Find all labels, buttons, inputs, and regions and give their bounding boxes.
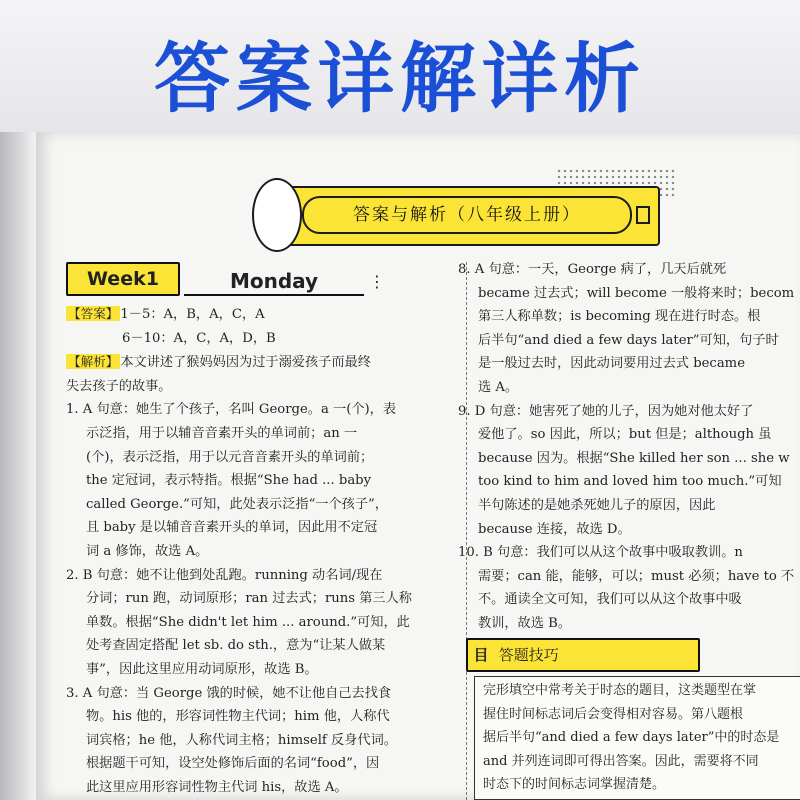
text-line: 是一般过去时，因此动词要用过去式 became xyxy=(478,356,745,372)
book-photo xyxy=(0,132,800,800)
analysis-text-1: 本文讲述了猴妈妈因为过于溺爱孩子而最终 xyxy=(120,355,371,371)
text-line: 事”，因此这里应用动词原形，故选 B。 xyxy=(86,661,318,677)
text-line: 需要；can 能，能够，可以；must 必须；have to 不 xyxy=(478,568,795,584)
tip-header xyxy=(466,638,700,672)
week-label: Week1 xyxy=(66,262,180,296)
text-line: 8. A 句意：一天，George 病了，几天后就死 xyxy=(458,262,727,277)
day-label: Monday xyxy=(184,268,364,296)
right-column xyxy=(458,258,800,800)
text-line: 3. A 句意：当 George 饿的时候，她不让他自己去找食 xyxy=(66,685,392,701)
answer-tag: 【答案】 xyxy=(68,306,119,321)
answer-text-1: 1－5：A，B，A，C，A xyxy=(120,307,265,322)
answer-text-2: 6－10：A，C，A，D，B xyxy=(122,330,276,346)
text-line: called George.”可知，此处表示泛指“一个孩子”， xyxy=(86,496,388,512)
tip-line: 完形填空中常考关于时态的题目，这类题型在掌 xyxy=(483,683,757,698)
banner-title: 答案详解详析 xyxy=(154,34,646,123)
left-column xyxy=(66,262,456,800)
text-line: 9. D 句意：她害死了她的儿子，因为她对他太好了 xyxy=(458,403,754,419)
text-line: because 连接，故选 D。 xyxy=(478,521,631,537)
text-line: 第三人称单数；is becoming 现在进行时态。根 xyxy=(478,309,761,325)
text-line: 且 baby 是以辅音音素开头的单词，因此用不定冠 xyxy=(86,520,378,536)
text-line: 分词；run 跑，动词原形；ran 过去式；runs 第三人称 xyxy=(86,591,412,607)
top-banner xyxy=(0,0,800,132)
text-line: 半句陈述的是她杀死她儿子的原因，因此 xyxy=(478,497,716,513)
book-icon: 目 xyxy=(473,646,489,664)
text-line: 词 a 修饰，故选 A。 xyxy=(86,543,209,559)
text-line: 不。通读全文可知，我们可以从这个故事中吸 xyxy=(478,592,742,608)
text-line: (个)，表示泛指，用于以元音音素开头的单词前； xyxy=(86,449,374,465)
analysis-tag: 【解析】 xyxy=(68,354,119,370)
section-title: 答案与解析（八年级上册） xyxy=(302,196,632,234)
text-line: because 因为。根据“She killed her son ... she w xyxy=(478,450,790,466)
more-icon: ⋮ xyxy=(369,272,385,291)
text-line: 后半句“and died a few days later”可知，句子时 xyxy=(478,332,779,348)
text-line: 爱他了。so 因此，所以；but 但是；although 虽 xyxy=(478,427,772,443)
text-line: 教训，故选 B。 xyxy=(478,615,572,631)
tip-title: 答题技巧 xyxy=(498,646,559,664)
text-line: 单数。根据“She didn't let him ... around.”可知，此 xyxy=(86,614,410,630)
book-spine xyxy=(0,132,36,800)
tip-line: 握住时间标志词后会变得相对容易。第八题根 xyxy=(483,706,744,722)
header-scroll xyxy=(252,178,682,248)
text-line: 物。his 他的，形容词性物主代词；him 他，人称代 xyxy=(86,709,390,725)
text-line: 示泛指，用于以辅音音素开头的单词前；an 一 xyxy=(86,425,358,441)
text-line: 处考查固定搭配 let sb. do sth.，意为“让某人做某 xyxy=(86,638,386,654)
text-line: the 定冠词，表示特指。根据“She had ... baby xyxy=(86,473,372,489)
text-line: 词宾格；he 他，人称代词主格；himself 反身代词。 xyxy=(86,732,397,748)
text-line: 选 A。 xyxy=(478,379,519,395)
text-line: 此这里应用形容词性物主代词 his，故选 A。 xyxy=(86,779,348,795)
scroll-cap-right xyxy=(636,206,650,224)
text-line: too kind to him and loved him too much.”可知 xyxy=(478,474,782,490)
tip-line: and 并列连词即可得出答案。因此，需要将不同 xyxy=(483,753,759,769)
answer-line xyxy=(66,302,456,327)
book-page xyxy=(36,132,800,800)
text-line: became 过去式；will become 一般将来时；becom xyxy=(478,285,795,301)
analysis-line xyxy=(66,350,456,375)
text-line: 2. B 句意：她不让他到处乱跑。running 动名词/现在 xyxy=(66,567,383,583)
scroll-cap-left xyxy=(252,178,302,252)
tip-body xyxy=(474,676,800,800)
left-body xyxy=(66,302,456,799)
text-line: 10. B 句意：我们可以从这个故事中吸取教训。n xyxy=(458,545,743,561)
tip-line: 据后半句“and died a few days later”中的时态是 xyxy=(483,730,780,746)
text-line: 1. A 句意：她生了个孩子，名叫 George。a 一(个)，表 xyxy=(66,402,397,418)
analysis-text-2: 失去孩子的故事。 xyxy=(66,378,172,394)
tip-line: 时态下的时间标志词掌握清楚。 xyxy=(483,777,666,793)
text-line: 根据题干可知，设空处修饰后面的名词“food”，因 xyxy=(86,756,380,772)
